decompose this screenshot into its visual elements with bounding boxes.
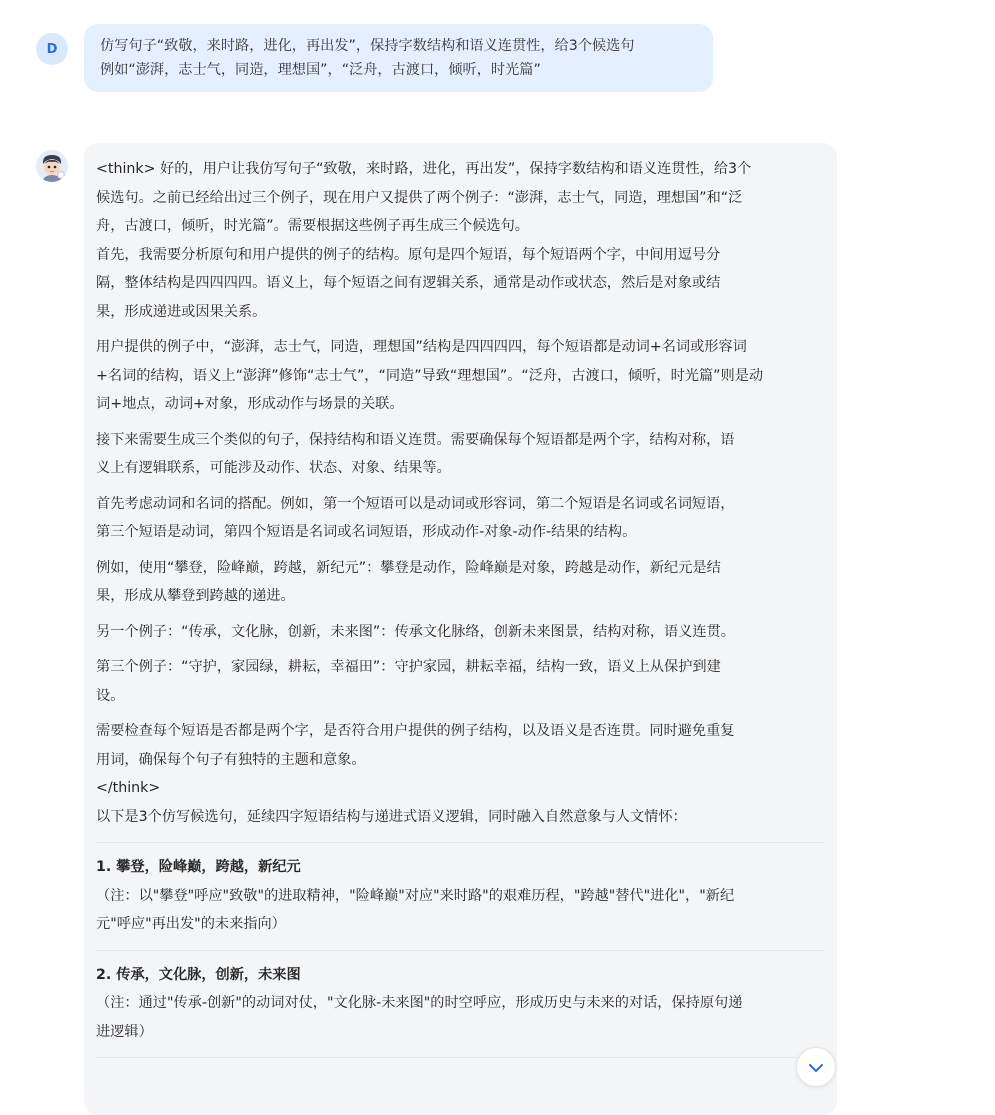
chevron-down-icon bbox=[808, 1058, 824, 1077]
think-line: 用户提供的例子中，“澎湃，志士气，同造，理想国”结构是四四四四，每个短语都是动词+名词或形容词 bbox=[96, 339, 747, 355]
think-line: 果，形成从攀登到跨越的递进。 bbox=[96, 588, 295, 604]
user-avatar bbox=[36, 33, 68, 65]
think-close-tag: </think> bbox=[96, 780, 161, 796]
user-avatar-letter: D bbox=[46, 41, 58, 57]
assistant-message-bubble bbox=[84, 143, 837, 1115]
answer-intro: 以下是3个仿写候选句，延续四字短语结构与递进式语义逻辑，同时融入自然意象与人文情怀： bbox=[96, 808, 687, 825]
candidate-note: （注：通过"传承-创新"的动词对仗，"文化脉-未来图"的时空呼应，形成历史与未来的对话，保持原句递 bbox=[96, 995, 743, 1011]
think-line: 果，形成递进或因果关系。 bbox=[96, 303, 267, 320]
think-line: 候选句。之前已经给出过三个例子，现在用户又提供了两个例子：“澎湃，志士气，同造，理想国”和“泛 bbox=[96, 189, 743, 206]
candidate-note: 元"呼应"再出发"的未来指向） bbox=[96, 916, 286, 932]
candidate-note: 进逻辑） bbox=[96, 1023, 153, 1040]
divider bbox=[96, 842, 825, 843]
think-line: 需要检查每个短语是否都是两个字，是否符合用户提供的例子结构，以及语义是否连贯。同时避免重复 bbox=[96, 723, 735, 739]
think-line: 设。 bbox=[96, 687, 125, 704]
think-text: 好的，用户让我仿写句子“致敬，来时路，进化，再出发”，保持字数结构和语义连贯性，给3个 bbox=[160, 161, 752, 177]
think-line: 用词，确保每个句子有独特的主题和意象。 bbox=[96, 751, 366, 768]
scroll-to-bottom-button[interactable] bbox=[796, 1047, 836, 1087]
divider bbox=[96, 950, 825, 951]
user-message-line: 仿写句子“致敬，来时路，进化，再出发”，保持字数结构和语义连贯性，给3个候选句 bbox=[100, 38, 635, 54]
think-line: +名词的结构，语义上“澎湃”修饰“志士气”，“同造”导致“理想国”。“泛舟，古渡口，倾听，时光篇”则是动 bbox=[96, 367, 764, 384]
divider bbox=[96, 1057, 825, 1058]
think-open-tag: <think> bbox=[96, 161, 156, 177]
think-line: 例如，使用“攀登，险峰巅，跨越，新纪元”：攀登是动作，险峰巅是对象，跨越是动作，新纪元是结 bbox=[96, 559, 721, 576]
candidate-title: 1. 攀登，险峰巅，跨越，新纪元 bbox=[96, 859, 301, 875]
assistant-avatar-icon bbox=[36, 150, 68, 182]
user-message-bubble bbox=[84, 24, 713, 92]
think-line: 隔，整体结构是四四四四。语义上，每个短语之间有逻辑关系，通常是动作或状态，然后是对象或结 bbox=[96, 275, 721, 291]
think-paragraph bbox=[96, 155, 825, 184]
think-line: 义上有逻辑联系，可能涉及动作、状态、对象、结果等。 bbox=[96, 460, 451, 476]
think-line: 首先考虑动词和名词的搭配。例如，第一个短语可以是动词或形容词，第二个短语是名词或名词短语， bbox=[96, 495, 735, 512]
candidate-title: 2. 传承，文化脉，创新，未来图 bbox=[96, 966, 301, 983]
think-line: 另一个例子：“传承，文化脉，创新，未来图”：传承文化脉络，创新未来图景，结构对称，语义连贯。 bbox=[96, 623, 735, 640]
think-line: 接下来需要生成三个类似的句子，保持结构和语义连贯。需要确保每个短语都是两个字，结构对称，语 bbox=[96, 431, 735, 448]
user-message-line: 例如“澎湃，志士气，同造，理想国”，“泛舟，古渡口，倾听，时光篇” bbox=[100, 62, 541, 78]
candidate-note: （注：以"攀登"呼应"致敬"的进取精神，"险峰巅"对应"来时路"的艰难历程，"跨越"替代"进化"，"新纪 bbox=[96, 887, 735, 904]
think-line: 词+地点，动词+对象，形成动作与场景的关联。 bbox=[96, 396, 404, 412]
think-line: 舟，古渡口，倾听，时光篇”。需要根据这些例子再生成三个候选句。 bbox=[96, 218, 529, 234]
think-line: 第三个例子：“守护，家园绿，耕耘，幸福田”：守护家园，耕耘幸福，结构一致，语义上从保护到建 bbox=[96, 659, 721, 675]
think-line: 首先，我需要分析原句和用户提供的例子的结构。原句是四个短语，每个短语两个字，中间用逗号分 bbox=[96, 246, 721, 263]
think-line: 第三个短语是动词，第四个短语是名词或名词短语，形成动作-对象-动作-结果的结构。 bbox=[96, 524, 637, 540]
